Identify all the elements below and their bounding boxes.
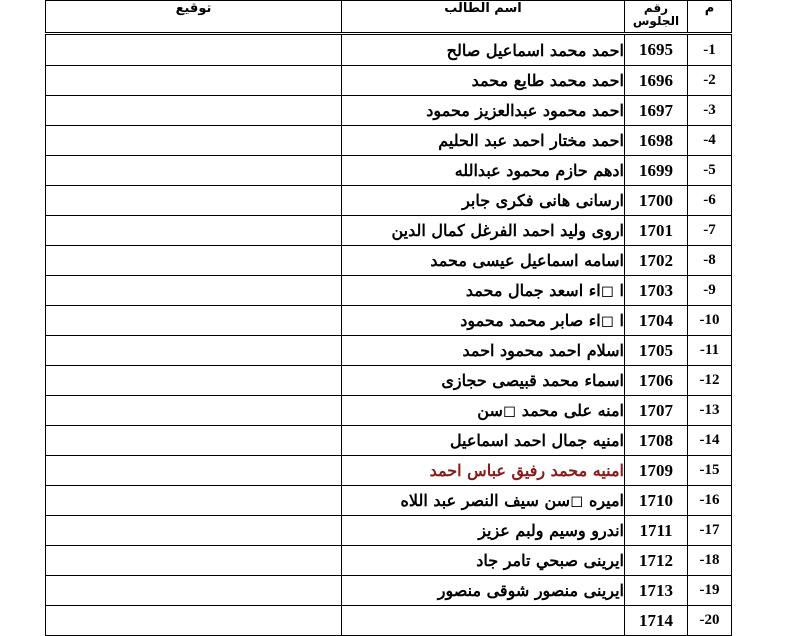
seat-number: 1696	[625, 66, 688, 96]
row-number-text: -10	[699, 312, 720, 328]
student-name: ايرينى صبحي تامر جاد	[342, 546, 625, 576]
table-header	[46, 1, 732, 34]
student-name: احمد محمود عبدالعزيز محمود	[342, 96, 625, 126]
student-name: اسماء محمد قبيصى حجازى	[342, 366, 625, 396]
signature-cell[interactable]	[46, 186, 342, 216]
row-number	[688, 486, 732, 516]
row-number-text: -13	[699, 402, 720, 418]
seat-number: 1710	[625, 486, 688, 516]
student-name: امنيه محمد رفيق عباس احمد	[342, 456, 625, 486]
signature-cell[interactable]	[46, 34, 342, 66]
signature-cell[interactable]	[46, 336, 342, 366]
row-number-text: -7	[703, 222, 716, 238]
row-number-text: -12	[699, 372, 720, 388]
row-number-text: -8	[703, 252, 716, 268]
student-name: اروى وليد احمد الفرغل كمال الدين	[342, 216, 625, 246]
row-number-text: -15	[699, 462, 720, 478]
row-number-text: -6	[703, 192, 716, 208]
row-number-text: -3	[703, 102, 716, 118]
signature-cell[interactable]	[46, 606, 342, 636]
student-name: اميره ◻سن سيف النصر عبد اللاه	[342, 486, 625, 516]
row-number	[688, 516, 732, 546]
row-number	[688, 606, 732, 636]
signature-cell[interactable]	[46, 66, 342, 96]
row-number-text: -11	[699, 342, 720, 358]
row-number	[688, 246, 732, 276]
signature-cell[interactable]	[46, 426, 342, 456]
row-number-text: -18	[699, 552, 720, 568]
row-number-text: -5	[703, 162, 716, 178]
table-row	[46, 516, 732, 546]
signature-cell[interactable]	[46, 246, 342, 276]
table-row	[46, 276, 732, 306]
seat-number: 1695	[625, 34, 688, 66]
signature-cell[interactable]	[46, 126, 342, 156]
table-row	[46, 186, 732, 216]
row-number	[688, 366, 732, 396]
seat-number: 1706	[625, 366, 688, 396]
signature-cell[interactable]	[46, 366, 342, 396]
table-body	[46, 34, 732, 636]
row-number-text: -16	[699, 492, 720, 508]
signature-cell[interactable]	[46, 156, 342, 186]
student-name: ا ◻اء اسعد جمال محمد	[342, 276, 625, 306]
signature-cell[interactable]	[46, 456, 342, 486]
seat-number: 1699	[625, 156, 688, 186]
table-row	[46, 366, 732, 396]
student-name: احمد مختار احمد عبد الحليم	[342, 126, 625, 156]
table-row	[46, 486, 732, 516]
header-seat-number	[625, 1, 688, 34]
seat-number: 1705	[625, 336, 688, 366]
seat-number: 1709	[625, 456, 688, 486]
student-name: اسامه اسماعيل عيسى محمد	[342, 246, 625, 276]
table-row	[46, 66, 732, 96]
signature-cell[interactable]	[46, 216, 342, 246]
table-row	[46, 576, 732, 606]
signature-cell[interactable]	[46, 306, 342, 336]
seat-number: 1703	[625, 276, 688, 306]
seat-number: 1711	[625, 516, 688, 546]
table-row	[46, 156, 732, 186]
row-number	[688, 96, 732, 126]
row-number	[688, 576, 732, 606]
signature-cell[interactable]	[46, 546, 342, 576]
row-number-text: -1	[703, 41, 716, 58]
header-seat-line1: رقم	[643, 1, 669, 15]
row-number	[688, 276, 732, 306]
row-number	[688, 336, 732, 366]
table-row	[46, 456, 732, 486]
student-name: ادهم حازم محمود عبدالله	[342, 156, 625, 186]
row-number	[688, 306, 732, 336]
signature-cell[interactable]	[46, 96, 342, 126]
row-number	[688, 426, 732, 456]
seat-number: 1708	[625, 426, 688, 456]
row-number	[688, 156, 732, 186]
row-number	[688, 396, 732, 426]
header-row	[46, 1, 732, 34]
table-row	[46, 546, 732, 576]
row-number-text: -4	[703, 132, 716, 148]
seat-number: 1702	[625, 246, 688, 276]
header-student-name: اسم الطالب	[342, 1, 625, 34]
student-name: احمد محمد اسماعيل صالح	[342, 34, 625, 66]
signature-cell[interactable]	[46, 276, 342, 306]
seat-number: 1700	[625, 186, 688, 216]
student-name: امنه على محمد ◻سن	[342, 396, 625, 426]
row-number	[688, 34, 732, 66]
seat-number: 1701	[625, 216, 688, 246]
seat-number: 1698	[625, 126, 688, 156]
row-number-text: -9	[703, 282, 716, 298]
student-name: ا ◻اء صابر محمد محمود	[342, 306, 625, 336]
table-row	[46, 96, 732, 126]
seat-number: 1704	[625, 306, 688, 336]
row-number-text: -14	[699, 432, 720, 448]
table-row	[46, 34, 732, 66]
table-row	[46, 396, 732, 426]
student-roster-table	[45, 0, 732, 636]
student-name: احمد محمد طايع محمد	[342, 66, 625, 96]
row-number-text: -17	[699, 522, 720, 538]
row-number-text: -2	[703, 72, 716, 88]
signature-cell[interactable]	[46, 486, 342, 516]
seat-number: 1714	[625, 606, 688, 636]
signature-cell[interactable]	[46, 576, 342, 606]
seat-number: 1713	[625, 576, 688, 606]
seat-number: 1697	[625, 96, 688, 126]
student-name: ارسانى هانى فكرى جابر	[342, 186, 625, 216]
table-row	[46, 306, 732, 336]
student-name: اسلام احمد محمود احمد	[342, 336, 625, 366]
header-signature: توقيع	[46, 1, 342, 34]
row-number	[688, 66, 732, 96]
header-number: م	[688, 1, 732, 34]
header-seat-line2: الجلوس	[632, 14, 680, 28]
student-name: اندرو وسيم ولبم عزيز	[342, 516, 625, 546]
signature-cell[interactable]	[46, 396, 342, 426]
row-number	[688, 546, 732, 576]
row-number	[688, 456, 732, 486]
table-row	[46, 426, 732, 456]
row-number	[688, 186, 732, 216]
row-number	[688, 126, 732, 156]
seat-number: 1707	[625, 396, 688, 426]
table-row	[46, 246, 732, 276]
student-name: امنيه جمال احمد اسماعيل	[342, 426, 625, 456]
row-number-text: -19	[699, 582, 720, 598]
seat-number: 1712	[625, 546, 688, 576]
table-row	[46, 336, 732, 366]
table-row	[46, 216, 732, 246]
student-name	[342, 606, 625, 636]
row-number	[688, 216, 732, 246]
row-number-text: -20	[699, 612, 720, 628]
signature-cell[interactable]	[46, 516, 342, 546]
table-row	[46, 126, 732, 156]
student-name: ايرينى منصور شوقى منصور	[342, 576, 625, 606]
table-row	[46, 606, 732, 636]
